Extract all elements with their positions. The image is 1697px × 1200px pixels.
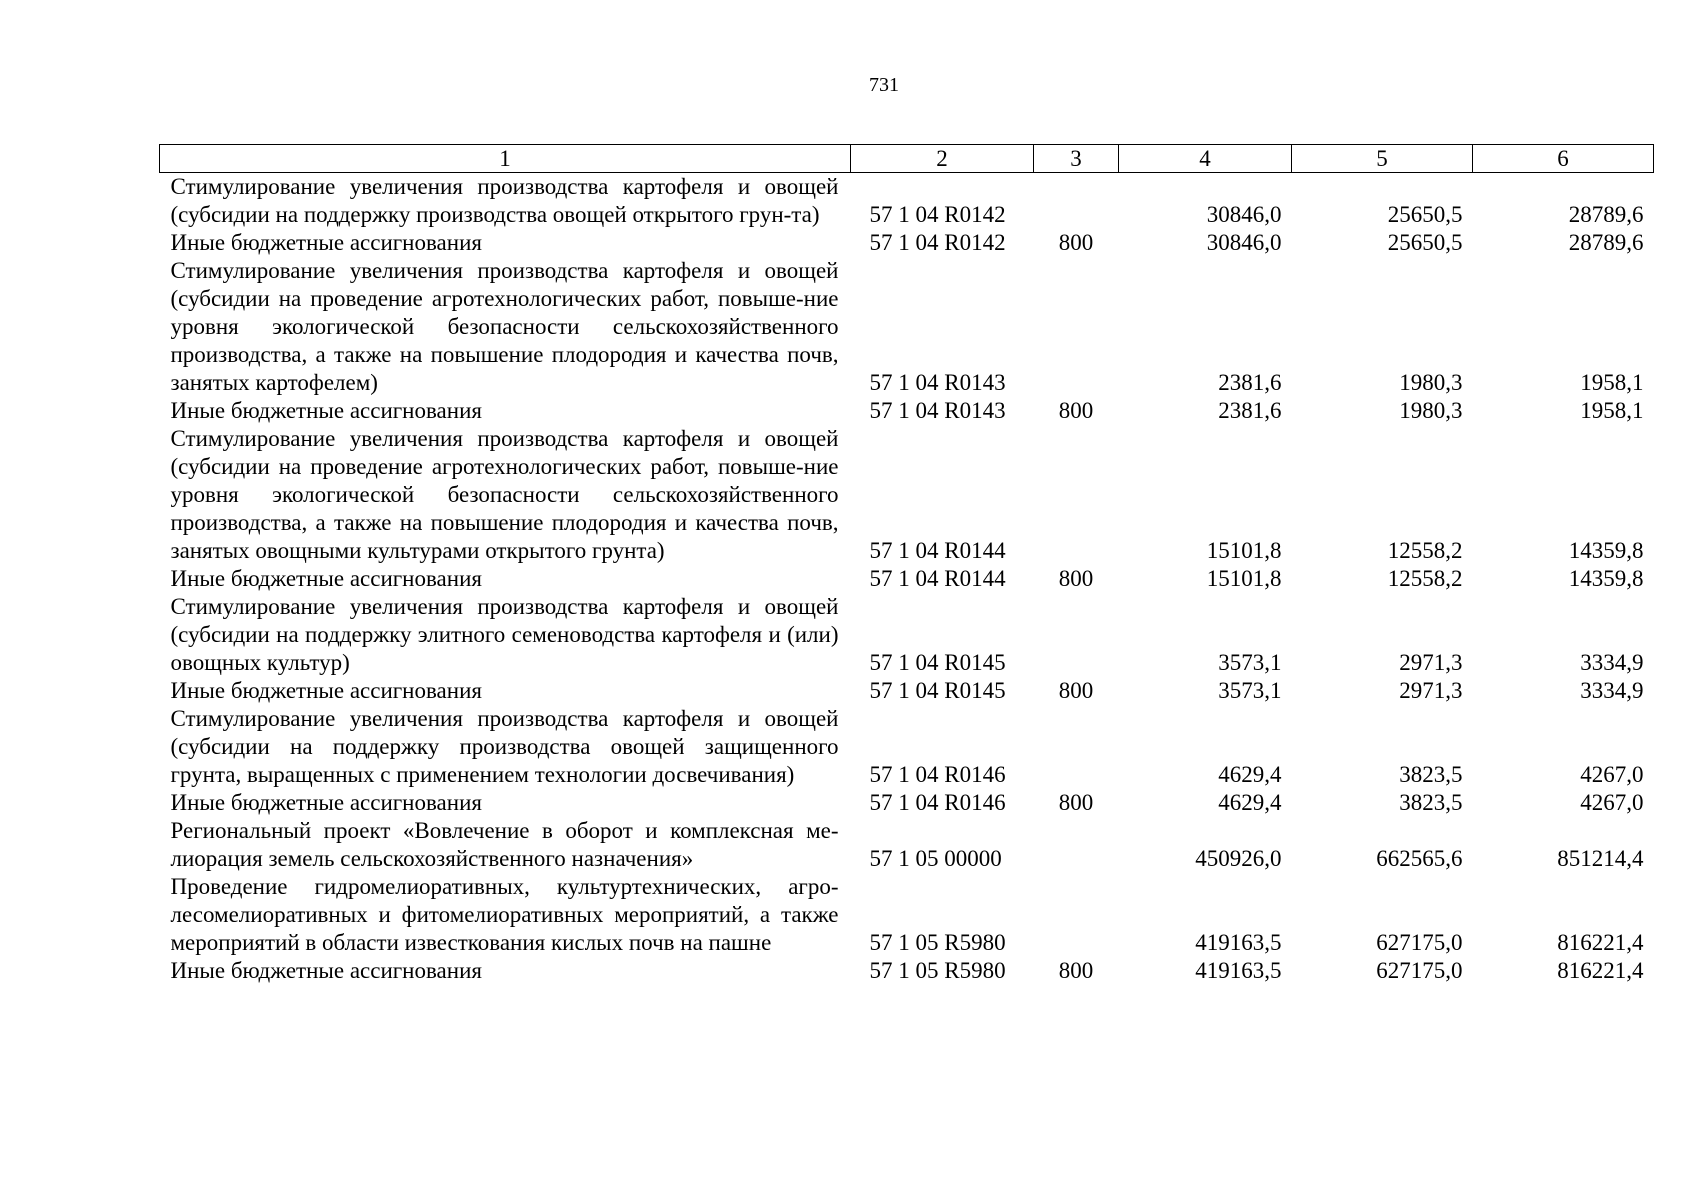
row-name: Стимулирование увеличения производства картофеля и овощей (субсидии на поддержку элитного семеноводства картофеля и (или) овощных культур) — [170, 594, 839, 675]
row-name: Стимулирование увеличения производства картофеля и овощей (субсидии на проведение агротехнологических работ, повыше-ние уровня экологической безопасности сельскохозяйственного производства, а также на повышение плодородия и качества почв, занятых картофелем) — [170, 258, 839, 395]
row-name: Стимулирование увеличения производства картофеля и овощей (субсидии на поддержку производства овощей открытого грун-та) — [170, 174, 839, 227]
row-name: Иные бюджетные ассигнования — [170, 678, 482, 703]
row-value-col4: 15101,8 — [1206, 538, 1282, 563]
row-value-col4: 419163,5 — [1195, 958, 1282, 983]
header-cell-5: 5 — [1292, 145, 1473, 173]
row-value-col5: 25650,5 — [1387, 202, 1463, 227]
row-value-col6: 4267,0 — [1580, 790, 1644, 815]
row-name: Иные бюджетные ассигнования — [170, 566, 482, 591]
row-expense-type — [1034, 817, 1119, 873]
row-name: Иные бюджетные ассигнования — [170, 790, 482, 815]
header-cell-6: 6 — [1473, 145, 1654, 173]
row-name: Иные бюджетные ассигнования — [170, 398, 482, 423]
row-value-col4: 4629,4 — [1218, 790, 1282, 815]
row-expense-type — [1034, 705, 1119, 789]
row-code: 57 1 05 00000 — [869, 846, 1002, 871]
header-cell-1: 1 — [160, 145, 851, 173]
row-value-col5: 3823,5 — [1399, 790, 1463, 815]
row-value-col6: 4267,0 — [1580, 762, 1644, 787]
row-value-col6: 14359,8 — [1568, 538, 1644, 563]
table-row — [160, 397, 1654, 425]
row-expense-type: 800 — [1058, 678, 1094, 703]
row-code: 57 1 05 R5980 — [869, 958, 1006, 983]
row-code: 57 1 04 R0143 — [869, 370, 1006, 395]
row-value-col6: 3334,9 — [1580, 678, 1644, 703]
row-value-col4: 3573,1 — [1218, 678, 1282, 703]
row-value-col5: 12558,2 — [1387, 538, 1463, 563]
row-value-col4: 3573,1 — [1218, 650, 1282, 675]
header-cell-3: 3 — [1034, 145, 1119, 173]
row-name: Иные бюджетные ассигнования — [170, 958, 482, 983]
row-expense-type — [1034, 425, 1119, 565]
table-body — [160, 173, 1654, 986]
header-cell-4: 4 — [1119, 145, 1292, 173]
row-value-col6: 851214,4 — [1557, 846, 1644, 871]
row-expense-type — [1034, 173, 1119, 230]
row-value-col4: 2381,6 — [1218, 370, 1282, 395]
row-value-col4: 15101,8 — [1206, 566, 1282, 591]
row-value-col5: 627175,0 — [1376, 958, 1463, 983]
row-value-col6: 1958,1 — [1580, 398, 1644, 423]
row-name: Проведение гидромелиоративных, культуртехнических, агро-лесомелиоративных и фитомелиоративных мероприятий, а также мероприятий в области известкования кислых почв на пашне — [170, 874, 839, 955]
row-value-col5: 3823,5 — [1399, 762, 1463, 787]
row-value-col6: 14359,8 — [1568, 566, 1644, 591]
row-value-col5: 662565,6 — [1376, 846, 1463, 871]
row-value-col5: 1980,3 — [1399, 398, 1463, 423]
row-expense-type: 800 — [1058, 230, 1094, 255]
table-row — [160, 677, 1654, 705]
row-code: 57 1 04 R0142 — [869, 230, 1006, 255]
row-expense-type: 800 — [1058, 958, 1094, 983]
row-value-col4: 450926,0 — [1195, 846, 1282, 871]
row-code: 57 1 04 R0146 — [869, 762, 1006, 787]
row-value-col4: 419163,5 — [1195, 930, 1282, 955]
row-value-col4: 2381,6 — [1218, 398, 1282, 423]
row-code: 57 1 04 R0145 — [869, 650, 1006, 675]
table-row — [160, 789, 1654, 817]
table-row — [160, 565, 1654, 593]
row-expense-type: 800 — [1058, 398, 1094, 423]
row-code: 57 1 04 R0146 — [869, 790, 1006, 815]
row-value-col5: 2971,3 — [1399, 678, 1463, 703]
row-value-col4: 4629,4 — [1218, 762, 1282, 787]
row-code: 57 1 04 R0143 — [869, 398, 1006, 423]
page-number: 731 — [869, 74, 899, 96]
header-cell-2: 2 — [851, 145, 1034, 173]
header-row — [160, 145, 1654, 173]
row-value-col6: 28789,6 — [1568, 202, 1644, 227]
row-name: Региональный проект «Вовлечение в оборот и комплексная ме-лиорация земель сельскохозяйственного назначения» — [170, 818, 839, 871]
row-code: 57 1 04 R0142 — [869, 202, 1006, 227]
table-row — [160, 957, 1654, 985]
row-value-col5: 1980,3 — [1399, 370, 1463, 395]
row-value-col6: 3334,9 — [1580, 650, 1644, 675]
row-code: 57 1 05 R5980 — [869, 930, 1006, 955]
table-row — [160, 425, 1654, 565]
row-value-col5: 627175,0 — [1376, 930, 1463, 955]
row-name: Стимулирование увеличения производства картофеля и овощей (субсидии на проведение агротехнологических работ, повыше-ние уровня экологической безопасности сельскохозяйственного производства, а также на повышение плодородия и качества почв, занятых овощными культурами открытого грунта) — [170, 426, 839, 563]
row-value-col5: 12558,2 — [1387, 566, 1463, 591]
budget-table — [159, 144, 1654, 985]
row-value-col4: 30846,0 — [1206, 202, 1282, 227]
row-expense-type: 800 — [1058, 566, 1094, 591]
row-code: 57 1 04 R0144 — [869, 566, 1006, 591]
row-expense-type — [1034, 593, 1119, 677]
table-header — [160, 145, 1654, 173]
row-value-col6: 28789,6 — [1568, 230, 1644, 255]
row-code: 57 1 04 R0145 — [869, 678, 1006, 703]
row-value-col5: 2971,3 — [1399, 650, 1463, 675]
table-row — [160, 257, 1654, 397]
row-value-col4: 30846,0 — [1206, 230, 1282, 255]
row-value-col5: 25650,5 — [1387, 230, 1463, 255]
row-name: Стимулирование увеличения производства картофеля и овощей (субсидии на поддержку производства овощей защищенного грунта, выращенных с применением технологии досвечивания) — [170, 706, 839, 787]
row-value-col6: 816221,4 — [1557, 930, 1644, 955]
table-row — [160, 705, 1654, 789]
row-expense-type: 800 — [1058, 790, 1094, 815]
table-row — [160, 817, 1654, 873]
row-value-col6: 1958,1 — [1580, 370, 1644, 395]
table-row — [160, 593, 1654, 677]
table-row — [160, 873, 1654, 957]
table-row — [160, 173, 1654, 230]
table-row — [160, 229, 1654, 257]
row-value-col6: 816221,4 — [1557, 958, 1644, 983]
row-expense-type — [1034, 873, 1119, 957]
row-code: 57 1 04 R0144 — [869, 538, 1006, 563]
row-name: Иные бюджетные ассигнования — [170, 230, 482, 255]
row-expense-type — [1034, 257, 1119, 397]
